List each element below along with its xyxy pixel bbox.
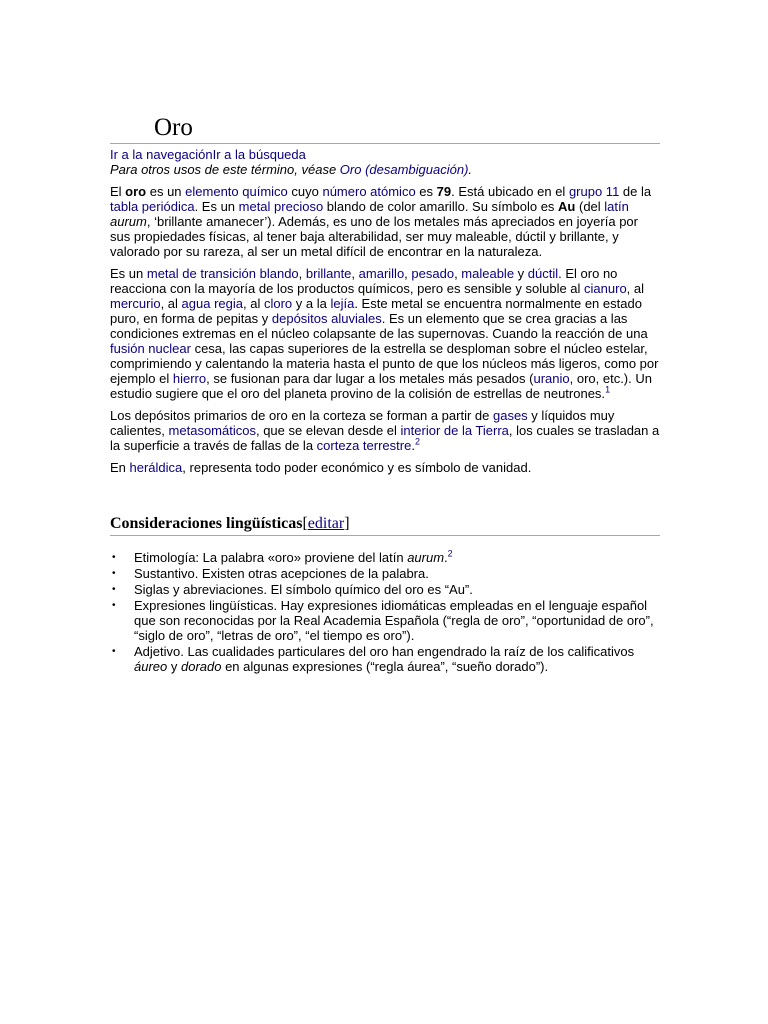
text-run: . Este metal se encuentra normalmente en estado puro, en forma de pepitas y — [110, 296, 642, 326]
wiki-link[interactable]: depósitos aluviales — [271, 311, 382, 326]
list-item — [110, 550, 660, 565]
text-run: El — [110, 184, 126, 199]
section-heading-text: Consideraciones lingüísticas — [110, 515, 303, 532]
wiki-link[interactable]: número atómico — [322, 184, 416, 199]
text-run: (del — [575, 199, 605, 214]
bold-text: 79 — [436, 184, 452, 199]
italic-text: aurum — [110, 214, 147, 229]
jump-to-search-link[interactable]: Ir a la búsqueda — [212, 147, 306, 162]
hatnote — [110, 162, 660, 177]
hatnote-prefix: Para otros usos de este término, véase — [110, 162, 340, 177]
text-run: Siglas y abreviaciones. El símbolo químico del oro es “Au”. — [134, 582, 473, 597]
wiki-link[interactable]: interior de la Tierra — [400, 423, 509, 438]
text-run: . El oro no reacciona con la mayoría de los productos químicos, pero es sensible y soluble al — [110, 266, 618, 296]
paragraphs — [110, 184, 660, 475]
text-run: es — [415, 184, 437, 199]
text-run: , representa todo poder económico y es símbolo de vanidad. — [182, 460, 532, 475]
reference-superscript — [415, 437, 420, 447]
list-item — [110, 582, 660, 597]
text-run: , que se elevan desde el — [255, 423, 401, 438]
text-run: , al — [626, 281, 645, 296]
text-run: Es un — [110, 266, 147, 281]
wiki-link[interactable]: uranio — [533, 371, 570, 386]
wiki-link[interactable]: cianuro — [584, 281, 627, 296]
section-divider — [110, 535, 660, 536]
text-run: . Es un elemento que se crea gracias a las condiciones extremas en el núcleo colapsante de las supernovas. Cuando la reacción de una — [110, 311, 648, 341]
jump-links — [110, 147, 660, 162]
wiki-link[interactable]: metal de transición — [146, 266, 256, 281]
text-run: , — [404, 266, 412, 281]
wiki-link[interactable]: brillante — [305, 266, 352, 281]
text-run: , los cuales se trasladan a la superficie a través de fallas de la — [110, 423, 660, 453]
jump-to-navigation-link[interactable]: Ir a la navegación — [110, 147, 213, 162]
hatnote-suffix: . — [468, 162, 473, 177]
reference-link[interactable]: 2 — [447, 548, 453, 559]
text-run: En — [110, 460, 130, 475]
text-run: , — [454, 266, 462, 281]
text-run: y — [514, 266, 528, 281]
text-run: . — [444, 550, 448, 565]
reference-link[interactable]: 2 — [414, 436, 420, 447]
italic-text: áureo — [134, 659, 168, 674]
text-run: , — [351, 266, 359, 281]
text-run: , — [298, 266, 306, 281]
text-run: y a la — [292, 296, 331, 311]
wiki-link[interactable]: heráldica — [129, 460, 183, 475]
text-run: y — [167, 659, 181, 674]
title-divider — [110, 143, 660, 144]
edit-section-link[interactable]: editar — [307, 515, 345, 532]
wiki-link[interactable]: mercurio — [110, 296, 161, 311]
text-run: y líquidos muy calientes, — [110, 408, 615, 438]
wiki-link[interactable]: elemento químico — [185, 184, 288, 199]
reference-link[interactable]: 1 — [605, 384, 611, 395]
wiki-link[interactable]: dúctil — [527, 266, 559, 281]
text-run: , al — [160, 296, 182, 311]
bold-text: Au — [558, 199, 576, 214]
reference-superscript — [448, 549, 453, 559]
text-run: de la — [619, 184, 652, 199]
text-run: . — [411, 438, 415, 453]
disambiguation-link[interactable]: Oro (desambiguación) — [339, 162, 469, 177]
list-item — [110, 644, 660, 674]
wiki-link[interactable]: amarillo — [358, 266, 405, 281]
text-run: Etimología: La palabra «oro» proviene del latín — [134, 550, 408, 565]
text-run: , se fusionan para dar lugar a los metales más pesados ( — [206, 371, 534, 386]
list-item — [110, 566, 660, 581]
wiki-link[interactable]: metal precioso — [238, 199, 324, 214]
wiki-link[interactable]: blando — [259, 266, 299, 281]
paragraph — [110, 460, 660, 475]
text-run: Los depósitos primarios de oro en la corteza se forman a partir de — [110, 408, 493, 423]
page-title: Oro — [154, 114, 193, 141]
wiki-link[interactable]: maleable — [461, 266, 515, 281]
wiki-link[interactable]: cloro — [263, 296, 293, 311]
wiki-link[interactable]: grupo 11 — [568, 184, 620, 199]
paragraph — [110, 184, 660, 259]
text-run: en algunas expresiones (“regla áurea”, “sueño dorado”). — [221, 659, 549, 674]
text-run: cuyo — [287, 184, 323, 199]
text-run: , al — [243, 296, 264, 311]
section-heading — [110, 513, 350, 535]
linguistic-list — [110, 550, 660, 675]
italic-text: dorado — [180, 659, 222, 674]
text-run: , oro, etc.). Un estudio sugiere que el oro del planeta provino de la colisión de estrellas de neutrones. — [110, 371, 652, 401]
wiki-link[interactable]: tabla periódica — [110, 199, 195, 214]
text-run: Sustantivo. Existen otras acepciones de la palabra. — [134, 566, 429, 581]
edit-bracket-close: ] — [344, 515, 350, 532]
wiki-link[interactable]: gases — [492, 408, 528, 423]
wiki-link[interactable]: agua regia — [181, 296, 243, 311]
paragraph — [110, 408, 660, 453]
reference-superscript — [605, 385, 610, 395]
wiki-link[interactable]: pesado — [411, 266, 455, 281]
text-run: Adjetivo. Las cualidades particulares del oro han engendrado la raíz de los calificativos — [134, 644, 635, 659]
edit-bracket-open: [ — [302, 515, 308, 532]
wiki-link[interactable]: lejía — [330, 296, 355, 311]
text-run: . Está ubicado en el — [451, 184, 569, 199]
wiki-link[interactable]: hierro — [172, 371, 207, 386]
article-body — [110, 147, 660, 482]
text-run: es un — [146, 184, 186, 199]
text-run: Expresiones lingüísticas. Hay expresiones idiomáticas empleadas en el lenguaje español que son reconocidas por la Real Academia Española (“regla de oro”, “oportunidad de oro”, “siglo de oro”, “letras de oro”, “el tiempo es oro”). — [134, 598, 654, 643]
text-run: blando de color amarillo. Su símbolo es — [323, 199, 559, 214]
text-run: . Es un — [194, 199, 239, 214]
wiki-link[interactable]: metasomáticos — [168, 423, 256, 438]
text-run: , ‘brillante amanecer’). Además, es uno de los metales más apreciados en joyería por sus propiedades físicas, al tener baja alterabilidad, ser muy maleable, dúctil y brillante, y valorado por su rareza, al ser un metal difícil de encontrar en la naturaleza. — [110, 214, 638, 259]
list-item — [110, 598, 660, 643]
text-run: cesa, las capas superiores de la estrella se desploman sobre el núcleo estelar, comprimiendo y calentando la materia hasta el punto de que los núcleos más ligeros, como por ejemplo el — [110, 341, 659, 386]
italic-text: aurum — [407, 550, 445, 565]
wiki-link[interactable]: latín — [604, 199, 629, 214]
bold-text: oro — [125, 184, 147, 199]
wiki-link[interactable]: corteza terrestre — [316, 438, 412, 453]
wiki-link[interactable]: fusión nuclear — [110, 341, 191, 356]
paragraph — [110, 266, 660, 401]
